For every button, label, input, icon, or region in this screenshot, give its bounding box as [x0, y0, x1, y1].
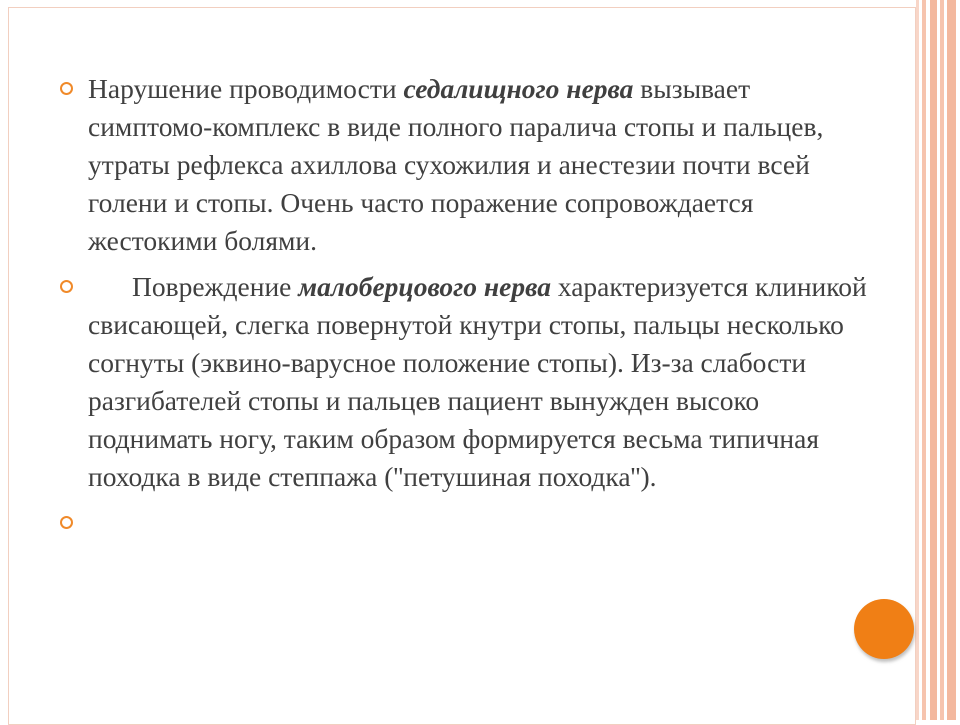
orange-circle-decoration — [854, 599, 914, 659]
bullet-ring-icon — [60, 516, 73, 529]
bullet-item-sciatic-nerve — [60, 70, 880, 260]
bullet-ring-icon — [60, 82, 73, 95]
bullet-intro: Нарушение проводимости — [88, 73, 404, 104]
bullet-text: характеризуется клиникой свисающей, слегка повернутой кнутри стопы, пальцы несколько согнуты (эквино-варусное положение стопы). Из-за слабости разгибателей стопы и пальцев пациент вынужден высоко поднимать ногу, таким образом формируется весьма типичная походка в виде степпажа (''петушиная походка''). — [88, 271, 867, 492]
decorative-stripes — [916, 0, 960, 720]
stripe — [947, 0, 956, 720]
stripe — [940, 0, 944, 720]
bullet-list — [60, 70, 880, 542]
stripe — [916, 0, 919, 720]
bullet-ring-icon — [60, 280, 73, 293]
stripe — [922, 0, 926, 720]
bullet-item-empty — [60, 504, 880, 542]
stripe — [930, 0, 937, 720]
bullet-item-peroneal-nerve — [60, 268, 880, 496]
bullet-emphasis: малоберцового нерва — [298, 271, 551, 302]
bullet-intro: Повреждение — [132, 271, 299, 302]
bullet-emphasis: седалищного нерва — [403, 73, 634, 104]
bullet-text: вызывает симптомо-комплекс в виде полного паралича стопы и пальцев, утраты рефлекса ахиллова сухожилия и анестезии почти всей голени и стопы. Очень часто поражение сопровождается жестокими болями. — [88, 73, 824, 256]
